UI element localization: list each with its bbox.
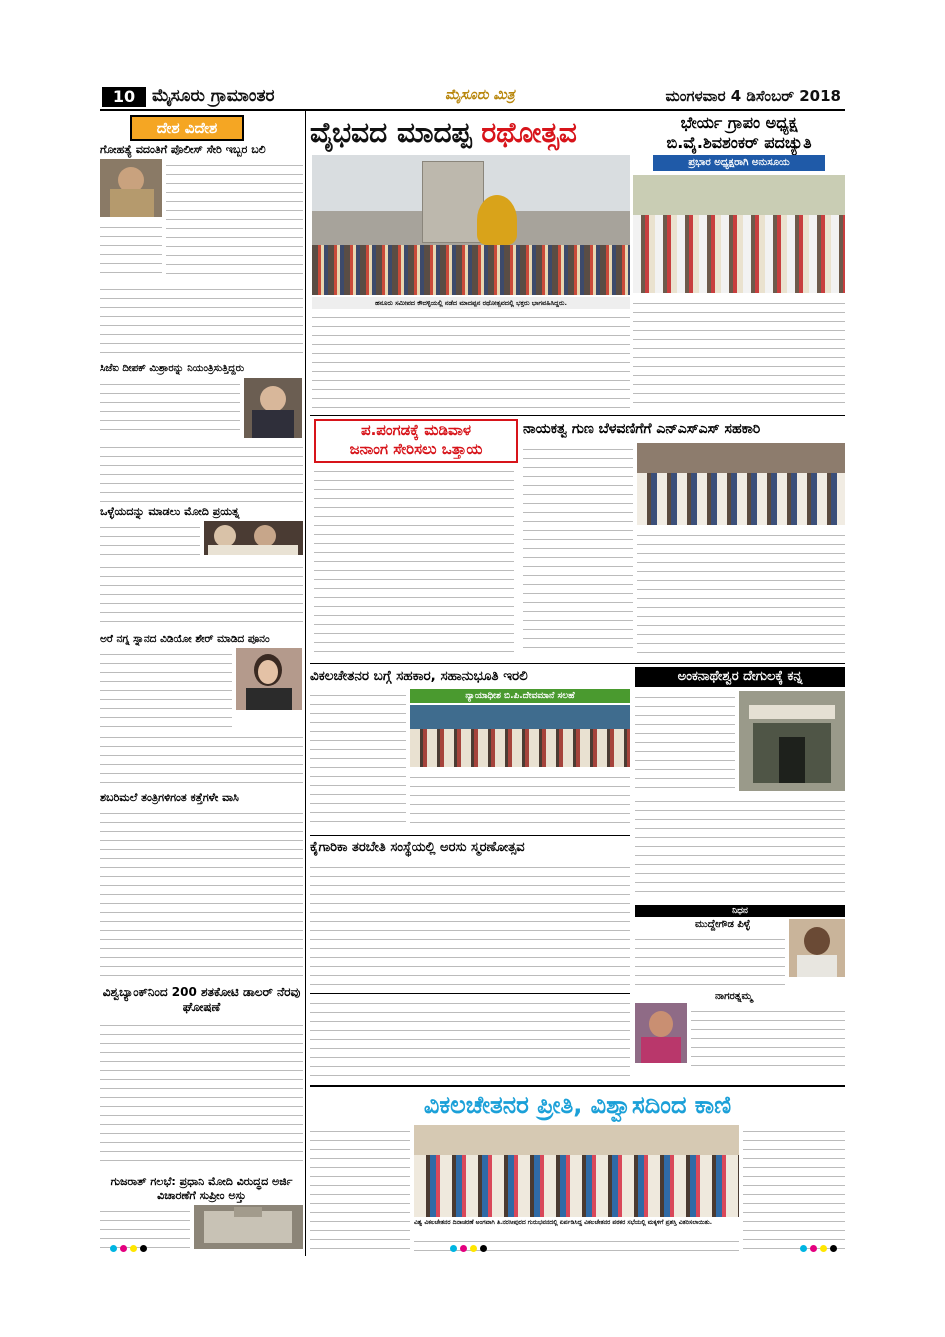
police-photo <box>100 159 162 217</box>
story-text <box>100 561 303 625</box>
seminar-photo <box>410 705 630 767</box>
issue-date: ಮಂಗಳವಾರ 4 ಡಿಸೆಂಬರ್ 2018 <box>665 87 841 105</box>
right-top-subhead: ಪ್ರಭಾರ ಅಧ್ಯಕ್ಷರಾಗಿ ಅನುಸೂಯ <box>653 155 825 171</box>
story-disabled-headline: ವಿಕಲಚೇತನರ ಬಗ್ಗೆ ಸಹಕಾರ, ಸಹಾನುಭೂತಿ ಇರಲಿ <box>310 668 528 684</box>
row-divider <box>310 415 845 416</box>
story-headline: ಗೋಹತ್ಯೆ ವದಂತಿಗೆ ಪೊಲೀಸ್ ಸೇರಿ ಇಬ್ಬರ ಬಲಿ <box>100 143 266 156</box>
registration-marks <box>800 1245 837 1252</box>
page-number: 10 <box>102 87 146 107</box>
right-top-text <box>633 297 845 411</box>
story-headline: ಶಬರಿಮಲೆ ತಂತ್ರಿಗಳಿಗಂತ ಕತ್ತೆಗಳೇ ವಾಸಿ <box>100 791 239 804</box>
story-pp <box>310 419 518 659</box>
story-temple-text <box>635 691 735 791</box>
story-text <box>100 1019 303 1169</box>
story-text <box>100 378 240 438</box>
story-6 <box>100 985 303 1015</box>
judge-photo <box>244 378 302 438</box>
story-pp-text <box>314 465 514 655</box>
story-2 <box>100 363 303 375</box>
right-top-headline-2: ಬಿ.ವೈ.ಶಿವಶಂಕರ್ ಪದಚ್ಯುತಿ <box>666 133 812 152</box>
edition-name: ಮೈಸೂರು ಗ್ರಾಮಾಂತರ <box>152 86 275 106</box>
bottom-story <box>310 1089 845 1255</box>
story-temple <box>635 667 845 903</box>
obituary-photo-1 <box>789 919 845 977</box>
obituary-2 <box>635 991 845 1083</box>
story-pp-headline <box>314 419 518 463</box>
obituary <box>635 905 845 991</box>
court-photo <box>194 1205 303 1249</box>
story-4 <box>100 633 303 645</box>
registration-marks <box>450 1245 487 1252</box>
story-training <box>310 839 630 989</box>
story-training-text <box>310 861 630 987</box>
row-divider <box>310 993 630 994</box>
bottom-caption: ವಿಶ್ವ ವಿಕಲಚೇತನರ ದಿನಾಚರಣೆ ಅಂಗವಾಗಿ ತಿ.ನರಸೀಪುರದ ಗುರುಭವನದಲ್ಲಿ ಏರ್ಪಡಿಸಿದ್ದ ವಿಕಲಚೇತನರ ಪಠಕರ ಸಭೆಯಲ್ಲಿ ಮಕ್ಕಳಿಗೆ ಪ್ರಶಸ್ತಿ ವಿತರಿಸಲಾಯಿತು. <box>414 1219 713 1226</box>
story-1 <box>100 143 303 156</box>
row-divider <box>310 663 845 664</box>
obituary-name-2: ನಾಗರತ್ನಮ್ಮ <box>715 991 753 1002</box>
story-text <box>100 648 232 728</box>
story-text <box>100 221 162 281</box>
row-divider <box>310 835 630 836</box>
story-disabled-text-2 <box>410 771 630 829</box>
lead-headline <box>310 113 630 153</box>
story-disabled-subhead: ನ್ಯಾಯಾಧೀಶ ಬಿ.ಪಿ.ದೇವಮಾನೆ ಸಲಹೆ <box>410 689 630 703</box>
story-3 <box>100 505 303 518</box>
training-text-continued <box>310 997 630 1077</box>
story-training-headline: ಕೈಗಾರಿಕಾ ತರಬೇತಿ ಸಂಸ್ಥೆಯಲ್ಲಿ ಅರಸು ಸ್ಮರಣೋತ್ಸವ <box>310 840 525 855</box>
lead-story <box>310 113 630 413</box>
story-headline: ಒಳ್ಳೆಯದನ್ನು ಮಾಡಲು ಮೋದಿ ಪ್ರಯತ್ನ <box>100 505 240 518</box>
lead-headline-part1: ವೈಭವದ ಮಾದಪ್ಪ <box>310 116 472 149</box>
story-headline: ಸಿಜೆಐ ದೀಪಕ್ ಮಿಶ್ರಾರನ್ನು ನಿಯಂತ್ರಿಸುತ್ತಿದ್ದರು <box>100 363 245 374</box>
actress-photo <box>236 648 302 710</box>
story-text <box>100 441 303 503</box>
story-nss-text-2 <box>637 529 845 655</box>
story-7 <box>100 1175 303 1203</box>
temple-photo <box>739 691 845 791</box>
column-divider <box>305 111 306 1256</box>
page-header <box>100 85 845 111</box>
chariot-photo <box>312 155 630 295</box>
masthead: ಮೈಸೂರು ಮಿತ್ರ <box>445 87 515 103</box>
registration-marks <box>110 1245 147 1252</box>
modi-photo <box>204 521 303 555</box>
newspaper-page <box>100 85 845 1255</box>
story-nss-text <box>523 443 633 655</box>
panchayat-photo <box>633 175 845 293</box>
story-pp-headline-2: ಜನಾಂಗ ಸೇರಿಸಲು ಒತ್ತಾಯ <box>349 440 483 458</box>
obituary-photo-2 <box>635 1003 687 1063</box>
bottom-text <box>310 1125 410 1253</box>
story-text <box>100 807 303 977</box>
story-temple-headline: ಅಂಕನಾಥೇಶ್ವರ ದೇಗುಲಕ್ಕೆ ಕನ್ನ <box>635 667 845 687</box>
story-disabled-text <box>310 689 406 829</box>
lead-caption: ಹನೂರು ಸಮೀಪದ ಕೌದಳ್ಳಿಯಲ್ಲಿ ನಡೆದ ಮಾದಪ್ಪನ ರಥೋತ್ಸವದಲ್ಲಿ ಭಕ್ತರು ಭಾಗವಹಿಸಿದ್ದರು. <box>312 297 630 309</box>
story-temple-text-2 <box>635 795 845 899</box>
story-headline: ಗುಜರಾತ್ ಗಲಭೆ: ಪ್ರಧಾನಿ ಮೋದಿ ವಿರುದ್ಧದ ಅರ್ಜಿ ವಿಚಾರಣೆಗೆ ಸುಪ್ರೀಂ ಅಸ್ತು <box>110 1175 293 1202</box>
obituary-label: ನಿಧನ <box>635 905 845 917</box>
obituary-name-1: ಮುದ್ದೇಗೌಡ ಪಿಳ್ಳೆ <box>695 919 751 930</box>
right-top-headline-1: ಭೇರ್ಯ ಗ್ರಾಪಂ ಅಧ್ಯಕ್ಷ <box>680 113 798 132</box>
story-text <box>166 159 303 281</box>
story-headline: ವಿಶ್ವಬ್ಯಾಂಕ್‌ನಿಂದ 200 ಶತಕೋಟಿ ಡಾಲರ್ ನೆರವು ಘೋಷಣೆ <box>102 985 301 1014</box>
bottom-headline: ವಿಕಲಚೇತನರ ಪ್ರೀತಿ, ವಿಶ್ವಾಸದಿಂದ ಕಾಣಿ <box>423 1091 732 1119</box>
story-nss <box>523 419 845 659</box>
lead-text <box>312 311 630 411</box>
bottom-text-3 <box>743 1125 845 1253</box>
story-nss-headline: ನಾಯಕತ್ವ ಗುಣ ಬೆಳವಣಿಗೆಗೆ ಎನ್‌ಎಸ್‌ಎಸ್ ಸಹಕಾರಿ <box>523 421 761 437</box>
story-5 <box>100 791 303 804</box>
story-text <box>100 731 303 783</box>
obituary-text-2 <box>691 1005 845 1067</box>
obituary-text <box>635 933 785 989</box>
award-photo <box>414 1125 739 1217</box>
section-title: ದೇಶ ವಿದೇಶ <box>130 115 244 141</box>
story-text <box>100 283 303 359</box>
lead-headline-part2: ರಥೋತ್ಸವ <box>481 116 577 149</box>
right-top-story <box>633 113 845 413</box>
row-divider <box>310 1085 845 1087</box>
story-pp-headline-1: ಪ.ಪಂಗಡಕ್ಕೆ ಮಡಿವಾಳ <box>360 421 472 439</box>
story-disabled <box>310 667 630 832</box>
story-headline: ಅರೆ ನಗ್ನ ಸ್ನಾನದ ವಿಡಿಯೋ ಶೇರ್ ಮಾಡಿದ ಪೂನಂ <box>100 633 270 645</box>
left-column <box>100 113 303 1253</box>
nss-photo <box>637 443 845 525</box>
story-text <box>100 521 200 557</box>
